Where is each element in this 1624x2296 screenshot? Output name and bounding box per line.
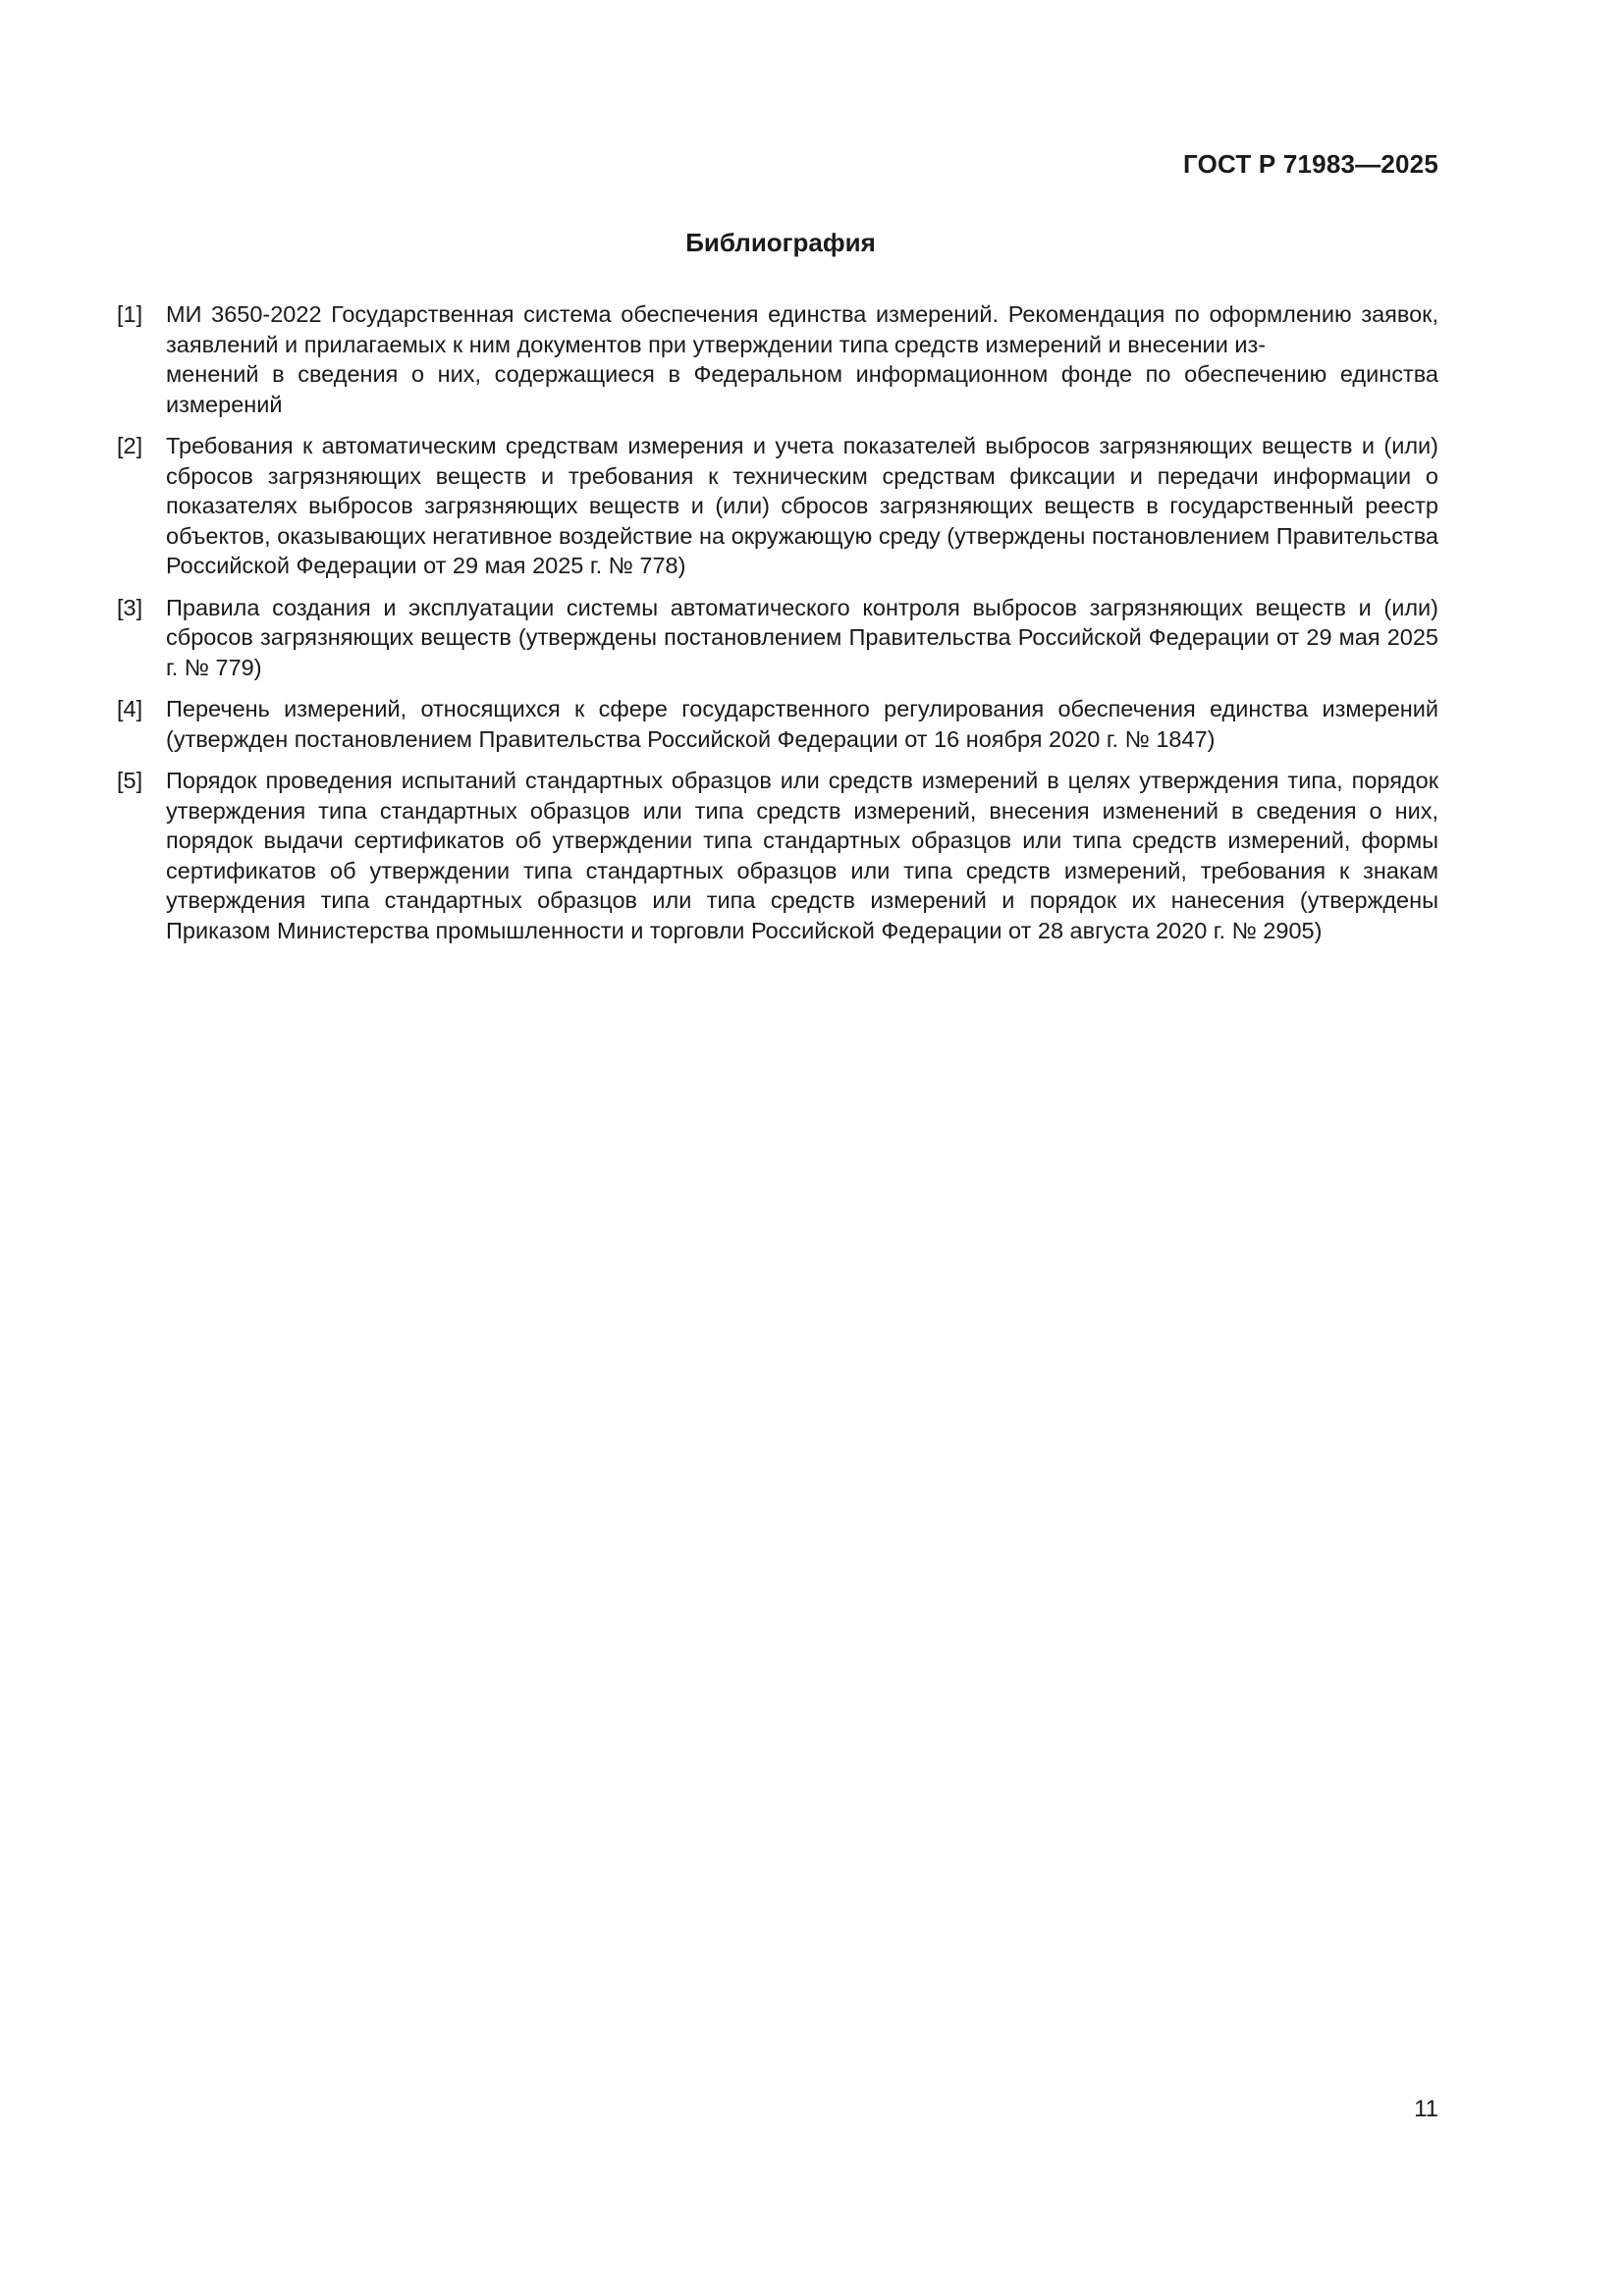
- bibliography-item-number: [4]: [117, 696, 143, 721]
- bibliography-item-2: [117, 431, 1438, 581]
- bibliography-item-4: [117, 694, 1438, 754]
- bibliography-item-text: Порядок проведения испытаний стандартных образцов или средств измерений в целях утверждения типа, порядок утверждения типа стандартных образцов или типа средств измерений, внесения изменений в сведения о них, порядок выдачи сертификатов об утверждении типа стандартных образцов или типа средств измерений, формы сертификатов об утверждении типа стандартных образцов или типа средств измерений, требования к знакам утверждения типа стандартных образцов или типа средств измерений и порядок их нанесения (утверждены Приказом Министерства промышленности и торговли Российской Федерации от 28 августа 2020 г. № 2905): [166, 768, 1438, 943]
- bibliography-item-1: [117, 299, 1438, 419]
- bibliography-item-5: [117, 766, 1438, 945]
- bibliography-list: [117, 299, 1438, 957]
- document-code: ГОСТ Р 71983—2025: [1183, 149, 1438, 179]
- bibliography-item-number: [5]: [117, 768, 143, 793]
- bibliography-item-number: [3]: [117, 594, 143, 620]
- bibliography-item-number: [2]: [117, 433, 143, 458]
- bibliography-item-number: [1]: [117, 301, 143, 327]
- bibliography-item-3: [117, 593, 1438, 683]
- bibliography-item-text: Требования к автоматическим средствам измерения и учета показателей выбросов загрязняющих веществ и (или) сбросов загрязняющих веществ и требования к техническим средствам фиксации и передачи информации о показателях выбросов загрязняющих веществ и (или) сбросов загрязняющих веществ в государственный реестр объектов, оказывающих негативное воздействие на окружающую среду (утверждены постановлением Правительства Российской Федерации от 29 мая 2025 г. № 778): [166, 433, 1438, 578]
- bibliography-item-text: МИ 3650-2022 Государственная система обеспечения единства измерений. Рекомендация по оформлению заявок, заявлений и прилагаемых к ним документов при утверждении типа средств измерений и внесении из- менений в сведения о них, содержащиеся в Федеральном информационном фонде по обеспечению единства измерений: [166, 301, 1438, 417]
- page-title: Библиография: [685, 228, 876, 257]
- page-number: 11: [1414, 2096, 1438, 2122]
- bibliography-item-text: Перечень измерений, относящихся к сфере государственного регулирования обеспечения единства измерений (утвержден постановлением Правительства Российской Федерации от 16 ноября 2020 г. № 1847): [166, 696, 1438, 752]
- bibliography-item-text: Правила создания и эксплуатации системы автоматического контроля выбросов загрязняющих веществ и (или) сбросов загрязняющих веществ (утверждены постановлением Правительства Российской Федерации от 29 мая 2025 г. № 779): [166, 594, 1438, 680]
